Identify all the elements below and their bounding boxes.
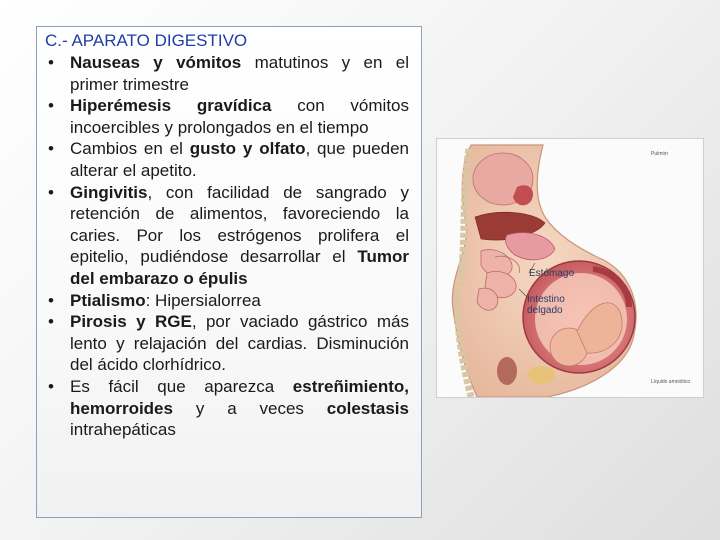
anatomy-illustration	[436, 138, 704, 398]
bullet-item	[45, 182, 409, 290]
emphasis-text: Hiperémesis gravídica	[70, 96, 272, 116]
bullet-list	[45, 52, 409, 441]
emphasis-text: gusto y olfato	[189, 139, 306, 159]
bullet-dot: •	[48, 53, 54, 72]
bladder	[527, 366, 555, 384]
emphasis-text: estreñimiento, hemorroides	[70, 376, 409, 418]
bullet-item	[45, 290, 409, 312]
body-text: , con facilidad de sangrado y retención de alimentos, favoreciendo la caries. Por los estrógenos prolifera el epitelio, pudiéndose desarrollar el	[70, 182, 409, 267]
bullet-item	[45, 311, 409, 376]
emphasis-text: Nauseas y vómitos	[70, 53, 242, 72]
bullet-dot: •	[48, 376, 54, 396]
bullet-item	[45, 52, 409, 95]
emphasis-text: Gingivitis	[70, 182, 148, 202]
bullet-item	[45, 138, 409, 181]
bullet-item	[45, 95, 409, 138]
body-text: Cambios en el	[70, 139, 190, 159]
label-stomach: Estómago	[529, 268, 575, 279]
bullet-dot: •	[48, 312, 54, 332]
emphasis-text: Pirosis y RGE	[70, 312, 192, 332]
label-bottom-small: Líquido amniótico	[651, 379, 691, 385]
rectum	[497, 357, 517, 385]
bullet-dot: •	[48, 139, 54, 159]
body-text: Es fácil que aparezca	[70, 376, 293, 396]
bullet-dot: •	[48, 290, 54, 310]
text-box	[36, 26, 422, 518]
emphasis-text: colestasis	[326, 398, 409, 418]
body-text: intrahepáticas	[70, 420, 176, 440]
bullet-dot: •	[48, 182, 54, 202]
bullet-dot: •	[48, 96, 54, 116]
bullet-item	[45, 376, 409, 441]
body-text: , por vaciado gástrico más lento y relajación del cardias. Disminución del ácido clorhídrico.	[70, 312, 410, 375]
body-text: , que pueden alterar el apetito.	[70, 139, 409, 180]
emphasis-text: Ptialismo	[70, 290, 146, 310]
emphasis-text: Tumor del embarazo o épulis	[70, 247, 409, 288]
label-intestine: Intestino delgado	[527, 294, 565, 316]
body-text: y a veces	[172, 398, 327, 418]
body-text: matutinos y en el primer trimestre	[70, 53, 409, 94]
body-text: : Hipersialorrea	[145, 290, 261, 310]
label-top-small: Pulmón	[651, 151, 668, 157]
section-heading: C.- APARATO DIGESTIVO	[45, 31, 248, 50]
body-text: con vómitos incoercibles y prolongados en el tiempo	[70, 96, 409, 137]
